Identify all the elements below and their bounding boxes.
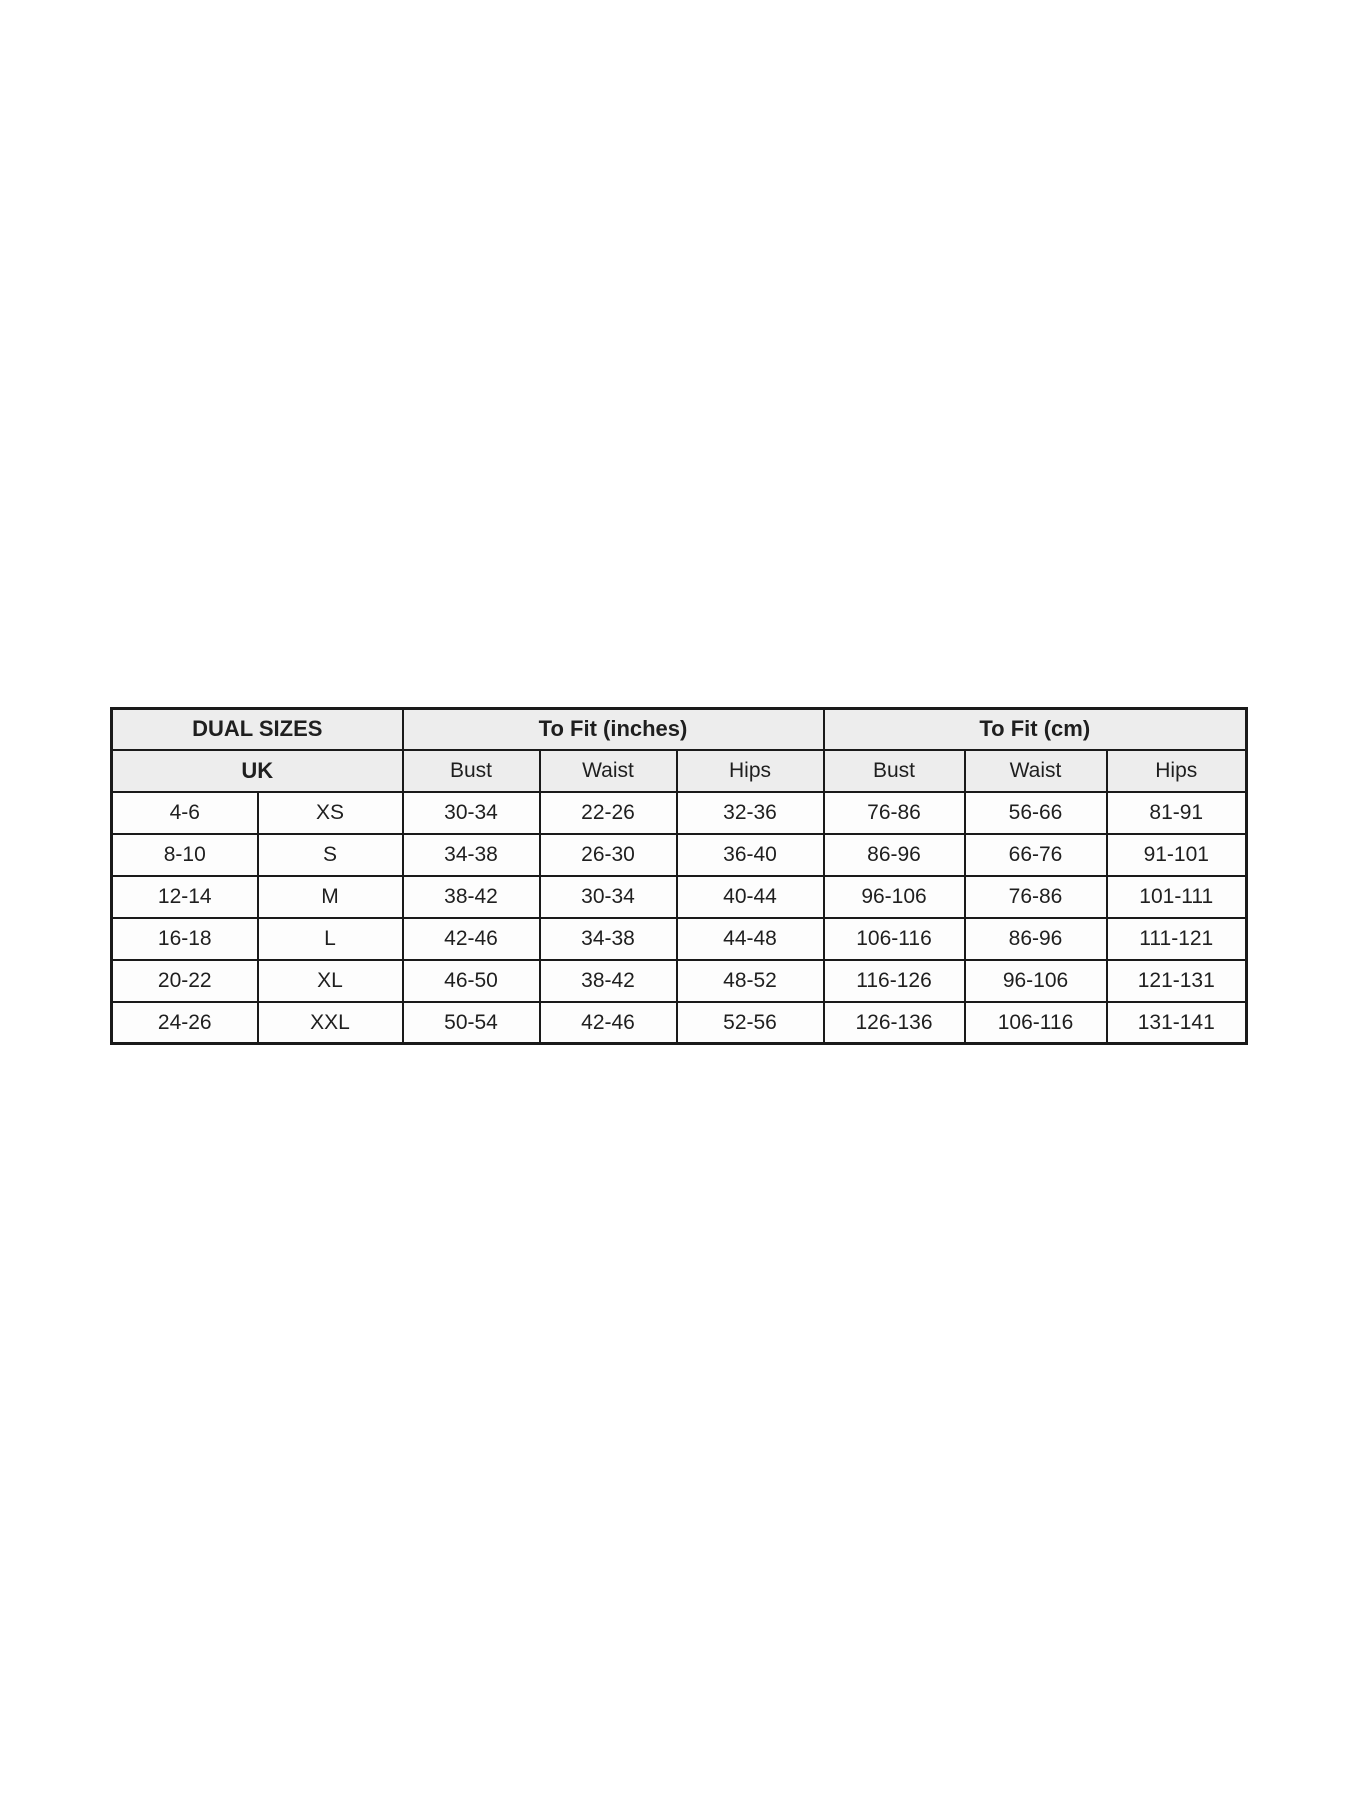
waist-cm-cell: 86-96 (965, 918, 1107, 960)
bust-cm-cell: 106-116 (824, 918, 965, 960)
waist-inches-cell: 38-42 (540, 960, 677, 1002)
subheader-row (112, 750, 1247, 792)
bust-inches-cell: 42-46 (403, 918, 540, 960)
waist-inches-cell: 22-26 (540, 792, 677, 834)
hips-inches-cell: 36-40 (677, 834, 824, 876)
bust-cm-cell: 76-86 (824, 792, 965, 834)
intl-size-cell: L (258, 918, 403, 960)
table-row-l (112, 918, 1247, 960)
bust-inches-cell: 34-38 (403, 834, 540, 876)
hips-inches-cell: 48-52 (677, 960, 824, 1002)
hips-cm-cell: 91-101 (1107, 834, 1247, 876)
bust-cm-cell: 116-126 (824, 960, 965, 1002)
subheader-hips-cm: Hips (1107, 750, 1247, 792)
waist-cm-cell: 56-66 (965, 792, 1107, 834)
uk-size-cell: 20-22 (112, 960, 258, 1002)
waist-cm-cell: 66-76 (965, 834, 1107, 876)
subheader-waist-cm: Waist (965, 750, 1107, 792)
hips-cm-cell: 131-141 (1107, 1002, 1247, 1044)
hips-inches-cell: 32-36 (677, 792, 824, 834)
intl-size-cell: S (258, 834, 403, 876)
table-row-xl (112, 960, 1247, 1002)
intl-size-cell: XS (258, 792, 403, 834)
subheader-hips-inches: Hips (677, 750, 824, 792)
intl-size-cell: XL (258, 960, 403, 1002)
table-row-xxl (112, 1002, 1247, 1044)
subheader-bust-cm: Bust (824, 750, 965, 792)
waist-cm-cell: 96-106 (965, 960, 1107, 1002)
table-row-xs (112, 792, 1247, 834)
size-chart-container (110, 707, 1248, 1045)
intl-size-cell: XXL (258, 1002, 403, 1044)
hips-cm-cell: 101-111 (1107, 876, 1247, 918)
bust-inches-cell: 46-50 (403, 960, 540, 1002)
bust-inches-cell: 38-42 (403, 876, 540, 918)
hips-inches-cell: 52-56 (677, 1002, 824, 1044)
bust-inches-cell: 30-34 (403, 792, 540, 834)
hips-inches-cell: 40-44 (677, 876, 824, 918)
intl-size-cell: M (258, 876, 403, 918)
table-row-m (112, 876, 1247, 918)
uk-size-cell: 8-10 (112, 834, 258, 876)
waist-inches-cell: 34-38 (540, 918, 677, 960)
subheader-bust-inches: Bust (403, 750, 540, 792)
subheader-uk: UK (112, 750, 403, 792)
uk-size-cell: 4-6 (112, 792, 258, 834)
uk-size-cell: 12-14 (112, 876, 258, 918)
header-dual-sizes: DUAL SIZES (112, 709, 403, 750)
header-to-fit-cm: To Fit (cm) (824, 709, 1247, 750)
bust-cm-cell: 96-106 (824, 876, 965, 918)
waist-cm-cell: 106-116 (965, 1002, 1107, 1044)
hips-cm-cell: 121-131 (1107, 960, 1247, 1002)
waist-cm-cell: 76-86 (965, 876, 1107, 918)
hips-cm-cell: 81-91 (1107, 792, 1247, 834)
uk-size-cell: 16-18 (112, 918, 258, 960)
bust-cm-cell: 126-136 (824, 1002, 965, 1044)
hips-cm-cell: 111-121 (1107, 918, 1247, 960)
size-chart-table (110, 707, 1248, 1045)
waist-inches-cell: 42-46 (540, 1002, 677, 1044)
waist-inches-cell: 26-30 (540, 834, 677, 876)
hips-inches-cell: 44-48 (677, 918, 824, 960)
waist-inches-cell: 30-34 (540, 876, 677, 918)
header-to-fit-inches: To Fit (inches) (403, 709, 824, 750)
bust-cm-cell: 86-96 (824, 834, 965, 876)
bust-inches-cell: 50-54 (403, 1002, 540, 1044)
uk-size-cell: 24-26 (112, 1002, 258, 1044)
subheader-waist-inches: Waist (540, 750, 677, 792)
header-group-row (112, 709, 1247, 750)
table-row-s (112, 834, 1247, 876)
